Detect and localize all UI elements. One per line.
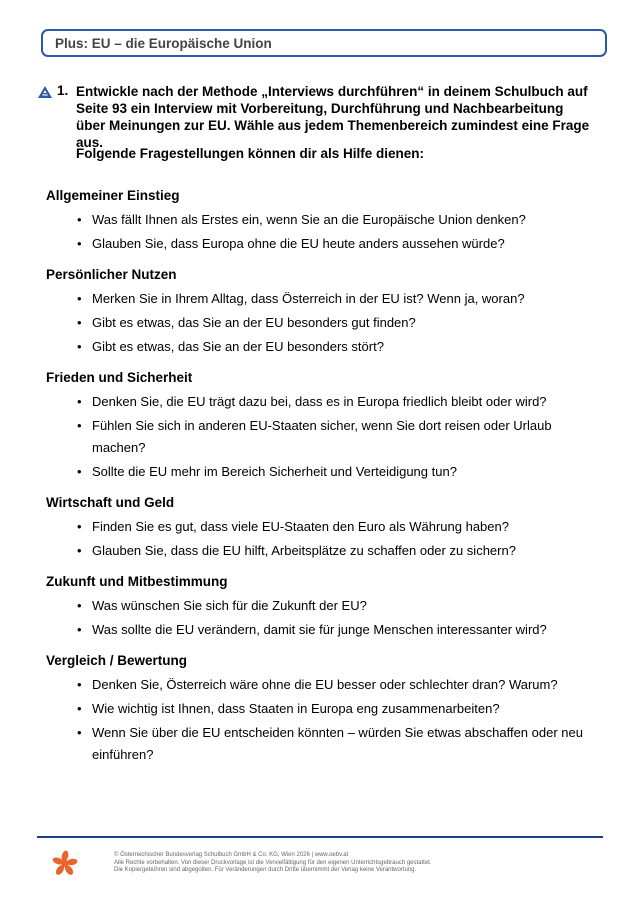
question-item bbox=[46, 540, 586, 562]
question-item bbox=[46, 233, 586, 255]
section-title: Persönlicher Nutzen bbox=[46, 267, 177, 282]
question-list bbox=[46, 516, 586, 562]
section-title: Allgemeiner Einstieg bbox=[46, 188, 180, 203]
question-text: Was wünschen Sie sich für die Zukunft der EU? bbox=[92, 598, 367, 613]
question-item bbox=[46, 595, 586, 617]
question-text: Was sollte die EU verändern, damit sie für junge Menschen interessanter wird? bbox=[92, 622, 547, 637]
question-text: Gibt es etwas, das Sie an der EU besonders gut finden? bbox=[92, 315, 416, 330]
bullet-icon: • bbox=[77, 418, 82, 433]
question-text: Gibt es etwas, das Sie an der EU besonders stört? bbox=[92, 339, 384, 354]
question-text: Denken Sie, die EU trägt dazu bei, dass es in Europa friedlich bleibt oder wird? bbox=[92, 394, 547, 409]
task-instruction: Entwickle nach der Methode „Interviews durchführen“ in deinem Schulbuch auf Seite 93 ein Interview mit Vorbereitung, Durchführung und Nachbearbeitung über Meinungen zur EU. Wähle aus jedem Themenbereich zumindest eine Frage aus. bbox=[76, 84, 590, 150]
task-hint: Folgende Fragestellungen können dir als Hilfe dienen: bbox=[76, 146, 425, 161]
question-section bbox=[46, 651, 586, 766]
question-item bbox=[46, 336, 586, 358]
triangle-level-icon bbox=[38, 86, 52, 98]
section-title: Wirtschaft und Geld bbox=[46, 495, 175, 510]
question-section bbox=[46, 493, 586, 562]
question-item bbox=[46, 722, 586, 766]
bullet-icon: • bbox=[77, 543, 82, 558]
question-section bbox=[46, 572, 586, 641]
question-text: Finden Sie es gut, dass viele EU-Staaten den Euro als Währung haben? bbox=[92, 519, 509, 534]
question-text: Fühlen Sie sich in anderen EU-Staaten sicher, wenn Sie dort reisen oder Urlaub machen? bbox=[92, 418, 552, 455]
question-text: Glauben Sie, dass Europa ohne die EU heute anders aussehen würde? bbox=[92, 236, 505, 251]
section-title: Frieden und Sicherheit bbox=[46, 370, 193, 385]
bullet-icon: • bbox=[77, 339, 82, 354]
bullet-icon: • bbox=[77, 622, 82, 637]
bullet-icon: • bbox=[77, 464, 82, 479]
question-section bbox=[46, 186, 586, 255]
bullet-icon: • bbox=[77, 236, 82, 251]
bullet-icon: • bbox=[77, 212, 82, 227]
bullet-icon: • bbox=[77, 315, 82, 330]
question-list bbox=[46, 288, 586, 358]
question-list bbox=[46, 209, 586, 255]
page-title: Plus: EU – die Europäische Union bbox=[55, 36, 272, 51]
question-item bbox=[46, 391, 586, 413]
bullet-icon: • bbox=[77, 394, 82, 409]
question-item bbox=[46, 674, 586, 696]
bullet-icon: • bbox=[77, 291, 82, 306]
question-text: Denken Sie, Österreich wäre ohne die EU besser oder schlechter dran? Warum? bbox=[92, 677, 558, 692]
question-list bbox=[46, 391, 586, 483]
question-sections bbox=[46, 186, 586, 776]
question-text: Wenn Sie über die EU entscheiden könnten – würden Sie etwas abschaffen oder neu einführen? bbox=[92, 725, 583, 762]
question-text: Merken Sie in Ihrem Alltag, dass Österreich in der EU ist? Wenn ja, woran? bbox=[92, 291, 525, 306]
page-title-box bbox=[41, 29, 607, 57]
question-item bbox=[46, 312, 586, 334]
question-text: Sollte die EU mehr im Bereich Sicherheit und Verteidigung tun? bbox=[92, 464, 457, 479]
question-section bbox=[46, 265, 586, 358]
question-item bbox=[46, 209, 586, 231]
footer-line-2: Alle Rechte vorbehalten. Von dieser Druckvorlage ist die Vervielfältigung für den eigenen Unterrichtsgebrauch gestattet. bbox=[114, 859, 432, 866]
question-item bbox=[46, 698, 586, 720]
oebv-logo-icon bbox=[52, 850, 78, 876]
question-item bbox=[46, 461, 586, 483]
question-list bbox=[46, 595, 586, 641]
question-section bbox=[46, 368, 586, 483]
question-list bbox=[46, 674, 586, 766]
section-title: Vergleich / Bewertung bbox=[46, 653, 188, 668]
bullet-icon: • bbox=[77, 701, 82, 716]
bullet-icon: • bbox=[77, 598, 82, 613]
footer-line-3: Die Kopiergebühren sind abgegolten. Für Veränderungen durch Dritte übernimmt der Verlag keine Verantwortung. bbox=[114, 867, 417, 873]
question-text: Was fällt Ihnen als Erstes ein, wenn Sie an die Europäische Union denken? bbox=[92, 212, 526, 227]
question-item bbox=[46, 288, 586, 310]
bullet-icon: • bbox=[77, 725, 82, 740]
footer-copyright bbox=[114, 852, 494, 875]
question-item bbox=[46, 415, 586, 459]
bullet-icon: • bbox=[77, 519, 82, 534]
question-item bbox=[46, 516, 586, 538]
footer-divider bbox=[37, 836, 603, 838]
footer-line-1: © Österreichischer Bundesverlag Schulbuch GmbH & Co. KG, Wien 2026 | www.oebv.at bbox=[114, 852, 349, 858]
bullet-icon: • bbox=[77, 677, 82, 692]
question-text: Wie wichtig ist Ihnen, dass Staaten in Europa eng zusammenarbeiten? bbox=[92, 701, 500, 716]
task-number: 1. bbox=[57, 83, 69, 98]
question-text: Glauben Sie, dass die EU hilft, Arbeitsplätze zu schaffen oder zu sichern? bbox=[92, 543, 516, 558]
question-item bbox=[46, 619, 586, 641]
section-title: Zukunft und Mitbestimmung bbox=[46, 574, 228, 589]
